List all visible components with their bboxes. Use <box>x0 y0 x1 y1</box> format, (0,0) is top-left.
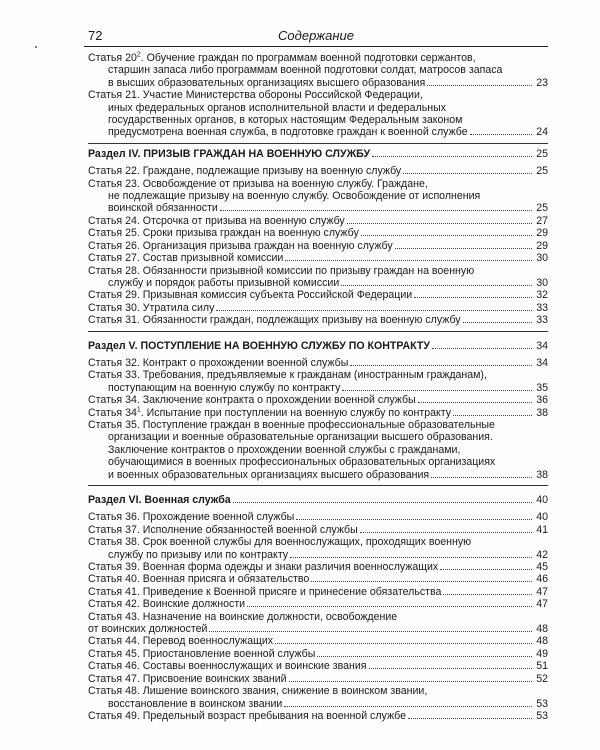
entry-text: не подлежащие призыву на военную службу. Освобождение от исполнения <box>108 190 481 203</box>
toc-entry-line <box>88 598 548 610</box>
dot-leader <box>361 235 532 236</box>
entry-page-number: 41 <box>536 523 548 536</box>
toc-entry[interactable] <box>88 302 548 314</box>
page-title: Содержание <box>278 28 354 43</box>
entry-text: Статья 49. Предельный возраст пребывания на военной службе <box>88 709 406 722</box>
entry-text: Статья 48. Лишение воинского звания, снижение в воинском звании, <box>88 685 428 698</box>
entry-text: службу по призыву или по контракту <box>108 548 289 561</box>
toc-entry[interactable] <box>88 511 548 523</box>
entry-text: Статья 34. Заключение контракта о прохождении военной службы <box>88 394 416 407</box>
dot-leader <box>443 594 532 595</box>
toc-entry-line <box>88 240 548 252</box>
entry-page-number: 48 <box>536 623 548 636</box>
toc-entry[interactable] <box>88 314 548 326</box>
toc-entry-line <box>88 660 548 672</box>
entry-page-number: 25 <box>536 165 548 178</box>
entry-page-number: 29 <box>536 239 548 252</box>
table-of-contents <box>88 52 548 722</box>
entry-text: Статья 27. Состав призывной комиссии <box>88 252 284 265</box>
entry-page-number: 33 <box>536 314 548 327</box>
toc-entry[interactable] <box>88 710 548 722</box>
toc-entry-line <box>88 252 548 264</box>
toc-entry[interactable] <box>88 561 548 573</box>
toc-entry-line <box>88 444 548 456</box>
entry-text: Статья 43. Назначение на воинские должности, освобождение <box>88 610 398 623</box>
entry-page-number: 49 <box>536 647 548 660</box>
toc-entry-line <box>88 431 548 443</box>
dot-leader <box>470 134 532 135</box>
entry-text: Заключение контрактов о прохождении военной службы с гражданами, <box>108 443 461 456</box>
entry-page-number: 51 <box>536 660 548 673</box>
entry-page-number: 40 <box>536 511 548 524</box>
entry-text: Статья 22. Граждане, подлежащие призыву на военную службу <box>88 165 402 178</box>
scan-mark <box>35 46 37 48</box>
toc-entry[interactable] <box>88 178 548 215</box>
toc-entry[interactable] <box>88 407 548 419</box>
entry-text: Статья 37. Исполнение обязанностей военной службы <box>88 523 358 536</box>
entry-text: государственных органов, в которых настоящим Федеральным законом <box>108 114 463 127</box>
dot-leader <box>290 557 532 558</box>
toc-section-heading[interactable] <box>88 494 548 506</box>
toc-entry[interactable] <box>88 52 548 89</box>
dot-leader <box>414 297 532 298</box>
dot-leader <box>233 502 532 503</box>
toc-entry-line <box>88 456 548 468</box>
entry-page-number: 52 <box>536 672 548 685</box>
toc-entry-line <box>88 77 548 89</box>
dot-leader <box>440 569 532 570</box>
toc-entry-line <box>88 265 548 277</box>
toc-entry-line <box>88 586 548 598</box>
entry-page-number: 33 <box>536 301 548 314</box>
entry-text: Статья 33. Требования, предъявляемые к гражданам (иностранным гражданам), <box>88 369 487 382</box>
entry-text: Статья 28. Обязанности призывной комиссии по призыву граждан на военную <box>88 264 475 277</box>
entry-text: воинской обязанности <box>108 202 218 215</box>
entry-page-number: 53 <box>536 697 548 710</box>
toc-entry-line <box>88 524 548 536</box>
entry-page-number: 42 <box>536 548 548 561</box>
toc-entry-line <box>88 89 548 101</box>
entry-page-number: 53 <box>536 709 548 722</box>
toc-section-heading[interactable] <box>88 148 548 160</box>
dot-leader <box>360 532 532 533</box>
entry-text: от воинских должностей <box>88 623 208 636</box>
section-title: Раздел IV. ПРИЗЫВ ГРАЖДАН НА ВОЕННУЮ СЛУЖБУ <box>88 147 371 160</box>
section-rule <box>88 331 548 332</box>
toc-entry[interactable] <box>88 419 548 481</box>
section-rule <box>88 485 548 486</box>
dot-leader <box>296 519 532 520</box>
toc-entry[interactable] <box>88 573 548 585</box>
dot-leader <box>284 706 532 707</box>
article-superscript: 2 <box>136 51 141 59</box>
toc-entry-line <box>88 357 548 369</box>
entry-text: Статья 44. Перевод военнослужащих <box>88 635 274 648</box>
toc-entry-line <box>88 623 548 635</box>
entry-text: Статья 23. Освобождение от призыва на военную службу. Граждане, <box>88 177 428 190</box>
dot-leader <box>216 310 532 311</box>
toc-entry-line <box>88 673 548 685</box>
toc-entry-line <box>88 114 548 126</box>
toc-entry-line <box>88 369 548 381</box>
entry-text: организации и военные образовательные организации высшего образования. <box>108 431 493 444</box>
toc-entry-line <box>88 511 548 523</box>
article-number: Статья 34 <box>88 406 137 419</box>
dot-leader <box>247 606 532 607</box>
entry-text: Статья 40. Военная присяга и обязательство <box>88 573 310 586</box>
article-superscript: 1 <box>136 406 141 414</box>
toc-entry[interactable] <box>88 635 548 647</box>
dot-leader <box>317 656 532 657</box>
toc-entry-line <box>88 536 548 548</box>
dot-leader <box>372 156 532 157</box>
toc-entry-line <box>88 611 548 623</box>
dot-leader <box>342 390 532 391</box>
toc-entry[interactable] <box>88 524 548 536</box>
entry-page-number: 25 <box>536 202 548 215</box>
toc-entry[interactable] <box>88 673 548 685</box>
entry-page-number: 48 <box>536 635 548 648</box>
entry-text: Статья 29. Призывная комиссия субъекта Российской Федерации <box>88 289 413 302</box>
entry-text <box>88 407 451 419</box>
article-title: . Испытание при поступлении на военную службу по контракту <box>140 406 452 419</box>
entry-text: Статья 39. Военная форма одежды и знаки различия военнослужащих <box>88 561 439 574</box>
dot-leader <box>427 85 532 86</box>
toc-entry-line <box>88 102 548 114</box>
toc-entry-line <box>88 407 548 419</box>
toc-entry-line <box>88 635 548 647</box>
entry-page-number: 29 <box>536 227 548 240</box>
entry-page-number: 23 <box>536 76 548 89</box>
toc-entry-line <box>88 382 548 394</box>
dot-leader <box>285 260 532 261</box>
toc-entry-line <box>88 64 548 76</box>
entry-text: Статья 36. Прохождение военной службы <box>88 511 295 524</box>
entry-text: Статья 38. Срок военной службы для военнослужащих, проходящих военную <box>88 536 472 549</box>
entry-page-number: 30 <box>536 276 548 289</box>
dot-leader <box>395 248 532 249</box>
toc-entry-line <box>88 190 548 202</box>
toc-entry[interactable] <box>88 165 548 177</box>
toc-entry[interactable] <box>88 394 548 406</box>
toc-entry-line <box>88 698 548 710</box>
toc-entry[interactable] <box>88 357 548 369</box>
toc-entry[interactable] <box>88 252 548 264</box>
entry-text: Статья 31. Обязанности граждан, подлежащих призыву на военную службу <box>88 314 461 327</box>
entry-text: Статья 32. Контракт о прохождении военной службы <box>88 356 349 369</box>
entry-text: Статья 42. Воинские должности <box>88 598 246 611</box>
toc-entry[interactable] <box>88 648 548 660</box>
toc-entry[interactable] <box>88 598 548 610</box>
entry-text: Статья 45. Приостановление военной службы <box>88 647 316 660</box>
entry-text: Статья 24. Отсрочка от призыва на военную службу <box>88 214 345 227</box>
toc-entry[interactable] <box>88 215 548 227</box>
entry-text: обучающимися в военных профессиональных образовательных организациях <box>108 456 496 469</box>
dot-leader <box>289 681 532 682</box>
entry-text <box>88 52 476 64</box>
dot-leader <box>408 718 532 719</box>
entry-text: восстановление в воинском звании <box>108 697 283 710</box>
entry-page-number: 34 <box>536 356 548 369</box>
entry-page-number: 35 <box>536 381 548 394</box>
toc-entry-line <box>88 549 548 561</box>
dot-leader <box>347 223 532 224</box>
dot-leader <box>453 415 532 416</box>
toc-entry-line <box>88 648 548 660</box>
entry-text: поступающим на военную службу по контракту <box>108 381 341 394</box>
toc-entry-line <box>88 126 548 138</box>
toc-entry[interactable] <box>88 611 548 636</box>
toc-entry[interactable] <box>88 89 548 139</box>
toc-entry[interactable] <box>88 660 548 672</box>
section-rule <box>88 143 548 144</box>
dot-leader <box>220 210 532 211</box>
dot-leader <box>418 402 532 403</box>
toc-entry-line <box>88 202 548 214</box>
section-page-number: 40 <box>536 494 548 506</box>
entry-page-number: 47 <box>536 585 548 598</box>
toc-entry-line <box>88 314 548 326</box>
entry-text: старшин запаса либо программам военной подготовки солдат, матросов запаса <box>108 64 503 77</box>
toc-entry-line <box>88 710 548 722</box>
dot-leader <box>432 348 532 349</box>
toc-entry[interactable] <box>88 289 548 301</box>
toc-entry[interactable] <box>88 685 548 710</box>
dot-leader <box>431 477 532 478</box>
entry-text: предусмотрена военная служба, в подготовке граждан к военной службе <box>108 126 468 139</box>
entry-page-number: 47 <box>536 598 548 611</box>
dot-leader <box>311 581 532 582</box>
entry-text: Статья 41. Приведение к Военной присяге и принесение обязательства <box>88 585 442 598</box>
section-title: Раздел VI. Военная служба <box>88 494 231 506</box>
entry-page-number: 36 <box>536 394 548 407</box>
entry-page-number: 46 <box>536 573 548 586</box>
toc-entry[interactable] <box>88 265 548 290</box>
toc-section-heading[interactable] <box>88 340 548 352</box>
dot-leader <box>350 365 532 366</box>
dot-leader <box>463 322 532 323</box>
section-page-number: 34 <box>536 339 548 352</box>
toc-entry-line <box>88 302 548 314</box>
dot-leader <box>369 668 532 669</box>
toc-entry-line <box>88 561 548 573</box>
entry-text: Статья 30. Утратила силу <box>88 301 215 314</box>
entry-text: Статья 25. Сроки призыва граждан на военную службу <box>88 227 359 240</box>
dot-leader <box>341 285 532 286</box>
entry-text: и военных образовательных организациях высшего образования <box>108 468 430 481</box>
toc-entry[interactable] <box>88 240 548 252</box>
entry-text: службу и порядок работы призывной комиссии <box>108 276 340 289</box>
toc-entry[interactable] <box>88 586 548 598</box>
section-title: Раздел V. ПОСТУПЛЕНИЕ НА ВОЕННУЮ СЛУЖБУ ПО КОНТРАКТУ <box>88 339 430 352</box>
dot-leader <box>403 173 532 174</box>
entry-text: Статья 47. Присвоение воинских званий <box>88 672 287 685</box>
page-number: 72 <box>88 28 103 43</box>
toc-entry-line <box>88 419 548 431</box>
section-page-number: 25 <box>536 147 548 160</box>
header-rule <box>84 46 548 47</box>
entry-text: Статья 26. Организация призыва граждан на военную службу <box>88 239 393 252</box>
toc-entry-line <box>88 394 548 406</box>
entry-text: Статья 35. Поступление граждан в военные профессиональные образовательные <box>88 418 495 431</box>
toc-entry-line <box>88 215 548 227</box>
entry-page-number: 27 <box>536 214 548 227</box>
toc-entry[interactable] <box>88 369 548 394</box>
article-number: Статья 20 <box>88 52 137 64</box>
entry-text: в высших образовательных организациях высшего образования <box>108 76 426 89</box>
entry-page-number: 32 <box>536 289 548 302</box>
toc-entry[interactable] <box>88 536 548 561</box>
entry-page-number: 38 <box>536 406 548 419</box>
toc-entry-line <box>88 289 548 301</box>
entry-text: Статья 46. Составы военнослужащих и воинские звания <box>88 660 367 673</box>
dot-leader <box>209 631 532 632</box>
page-header <box>84 28 548 46</box>
entry-text: Статья 21. Участие Министерства обороны Российской Федерации, <box>88 89 423 102</box>
entry-page-number: 24 <box>536 126 548 139</box>
article-title: . Обучение граждан по программам военной подготовки сержантов, <box>140 52 476 64</box>
entry-page-number: 38 <box>536 468 548 481</box>
toc-entry-line <box>88 573 548 585</box>
dot-leader <box>275 643 532 644</box>
entry-page-number: 45 <box>536 561 548 574</box>
entry-text: иных федеральных органов исполнительной власти и федеральных <box>108 101 447 114</box>
entry-page-number: 30 <box>536 252 548 265</box>
toc-entry-line <box>88 277 548 289</box>
toc-entry-line <box>88 165 548 177</box>
toc-entry[interactable] <box>88 227 548 239</box>
toc-entry-line <box>88 52 548 64</box>
toc-entry-line <box>88 227 548 239</box>
toc-entry-line <box>88 469 548 481</box>
toc-entry-line <box>88 178 548 190</box>
toc-entry-line <box>88 685 548 697</box>
